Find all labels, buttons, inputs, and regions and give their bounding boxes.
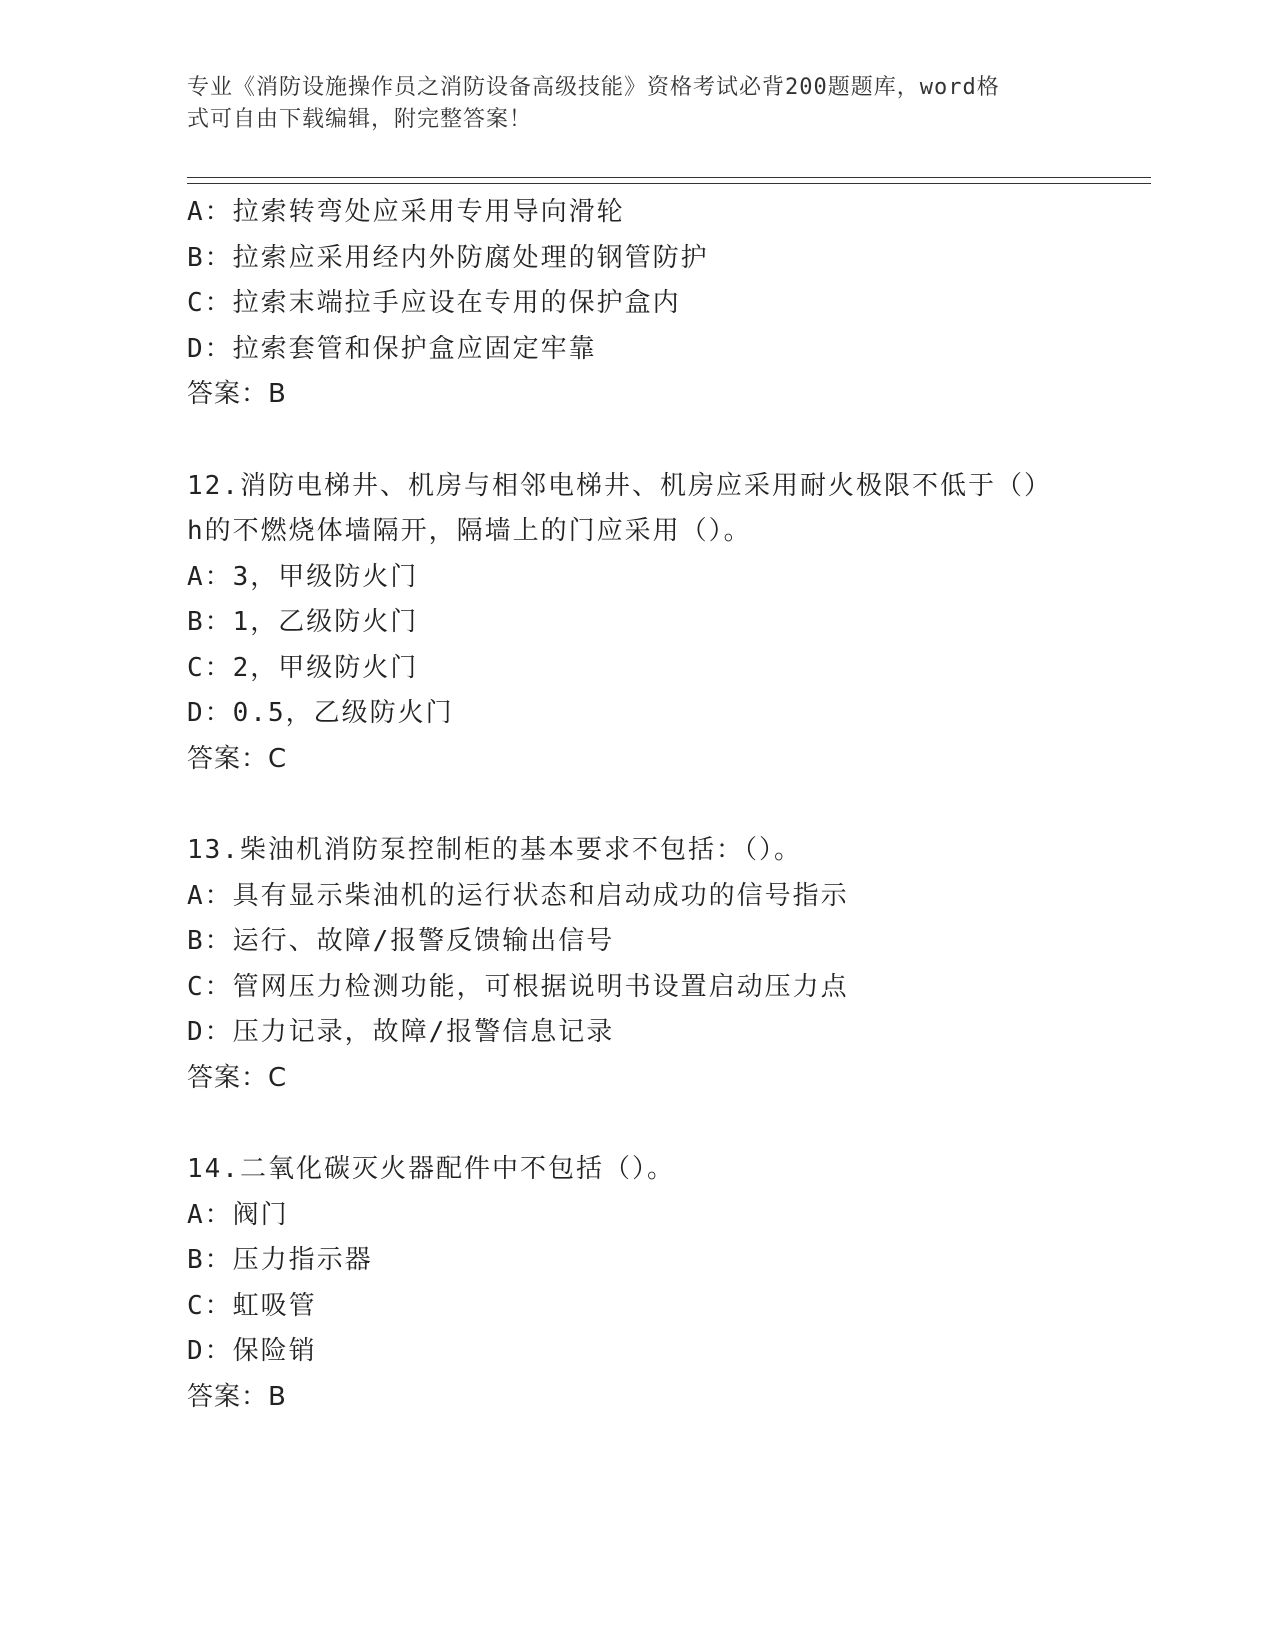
question-13 <box>187 828 1087 1101</box>
spacer <box>187 1101 1087 1147</box>
question-stem: 13.柴油机消防泵控制柜的基本要求不包括：（）。 <box>187 835 802 865</box>
header-divider-top <box>187 177 1151 178</box>
option-d: D：保险销 <box>187 1336 317 1366</box>
question-list <box>187 190 1087 1420</box>
question-14 <box>187 1147 1087 1420</box>
option-b: B：运行、故障/报警反馈输出信号 <box>187 926 615 956</box>
header-divider-bottom <box>187 183 1151 184</box>
document-header <box>187 72 1067 136</box>
option-a: A：拉索转弯处应采用专用导向滑轮 <box>187 197 625 227</box>
answer: 答案：B <box>187 379 287 409</box>
question-stem: 14.二氧化碳灭火器配件中不包括（）。 <box>187 1154 675 1184</box>
header-line-2: 式可自由下载编辑，附完整答案！ <box>187 107 533 132</box>
question-11 <box>187 190 1087 418</box>
option-a: A：阀门 <box>187 1199 289 1230</box>
option-d: D：拉索套管和保护盒应固定牢靠 <box>187 333 597 364</box>
option-d: D：0.5，乙级防火门 <box>187 698 454 728</box>
option-c: C：2，甲级防火门 <box>187 652 419 683</box>
spacer <box>187 418 1087 464</box>
option-c: C：虹吸管 <box>187 1290 317 1321</box>
question-stem-line-1: 12.消防电梯井、机房与相邻电梯井、机房应采用耐火极限不低于（） <box>187 470 1052 501</box>
option-a: A：3，甲级防火门 <box>187 561 419 592</box>
option-a: A：具有显示柴油机的运行状态和启动成功的信号指示 <box>187 880 849 911</box>
header-line-1: 专业《消防设施操作员之消防设备高级技能》资格考试必背200题题库，word格 <box>187 75 1000 100</box>
option-b: B：拉索应采用经内外防腐处理的钢管防护 <box>187 242 709 273</box>
answer: 答案：B <box>187 1381 287 1412</box>
spacer <box>187 782 1087 828</box>
question-12 <box>187 464 1087 783</box>
option-c: C：管网压力检测功能，可根据说明书设置启动压力点 <box>187 971 849 1002</box>
question-stem-line-2: h的不燃烧体墙隔开，隔墙上的门应采用（）。 <box>187 516 752 546</box>
option-b: B：压力指示器 <box>187 1245 373 1275</box>
answer: 答案：C <box>187 743 288 774</box>
option-c: C：拉索末端拉手应设在专用的保护盒内 <box>187 288 681 318</box>
answer: 答案：C <box>187 1062 288 1093</box>
option-b: B：1，乙级防火门 <box>187 607 419 637</box>
option-d: D：压力记录，故障/报警信息记录 <box>187 1017 615 1047</box>
